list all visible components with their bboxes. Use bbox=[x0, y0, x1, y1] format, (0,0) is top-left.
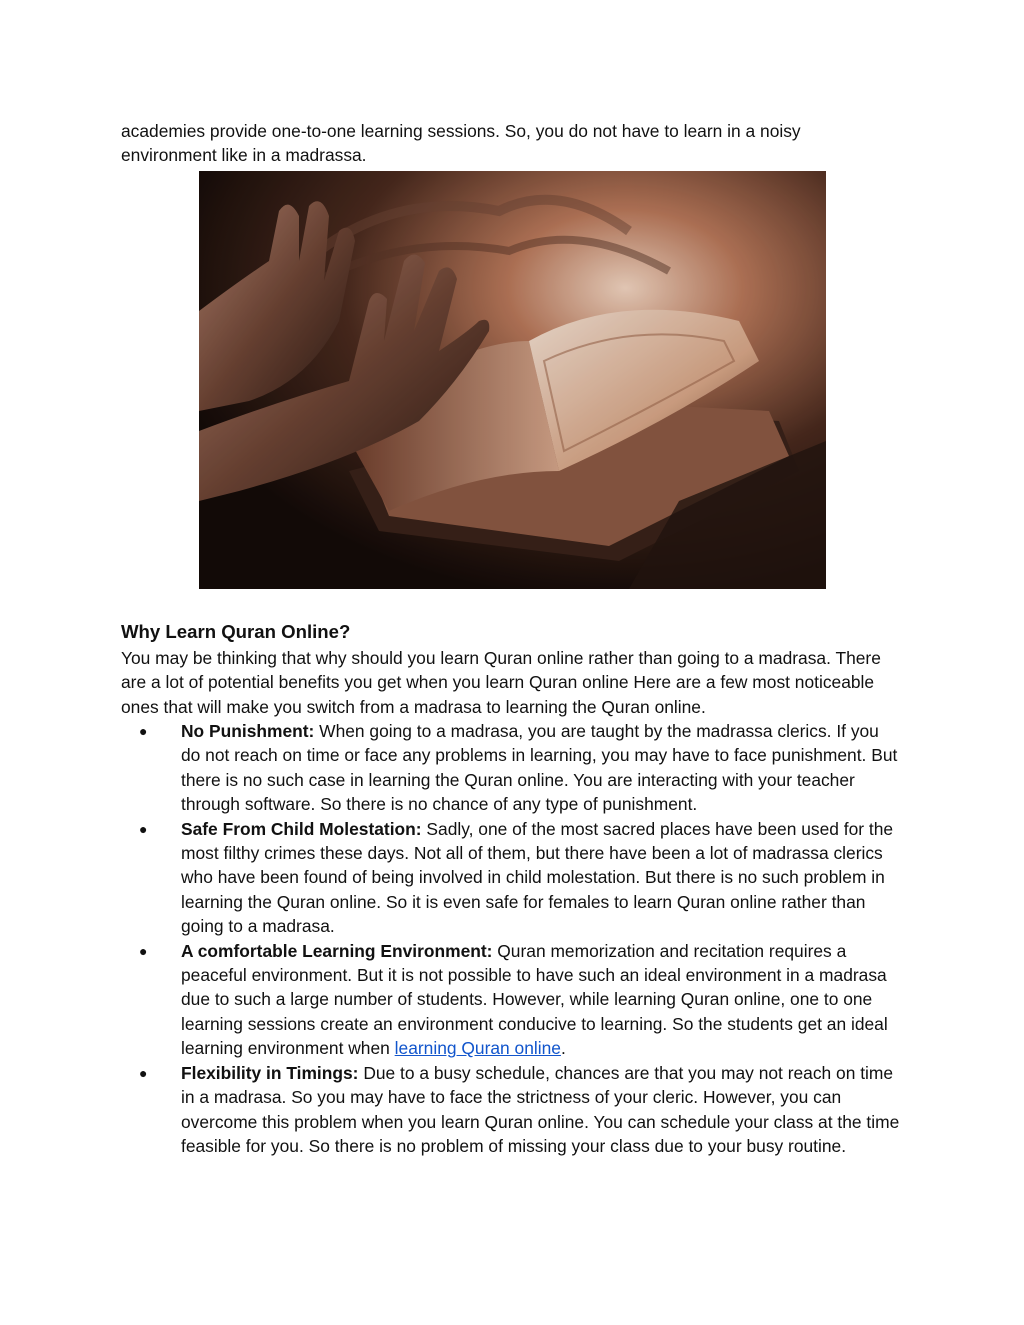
learning-quran-online-link[interactable]: learning Quran online bbox=[394, 1038, 561, 1059]
list-item bbox=[121, 719, 901, 817]
lead-paragraph: You may be thinking that why should you learn Quran online rather than going to a madrasa. There are a lot of potential benefits you get when you learn Quran online Here are a few most noticeable ones that will make you switch from a madrasa to learning the Quran online. bbox=[121, 648, 881, 717]
prayer-quran-photo bbox=[199, 171, 826, 589]
bullet-text-end: . bbox=[560, 1038, 566, 1059]
photo-illustration bbox=[199, 171, 826, 589]
bullet-icon: ● bbox=[139, 942, 148, 959]
bullet-title: Flexibility in Timings: bbox=[181, 1062, 359, 1083]
bullet-icon: ● bbox=[139, 1064, 148, 1081]
benefits-list bbox=[121, 719, 901, 1158]
bullet-icon: ● bbox=[139, 820, 148, 837]
bullet-text: Due to a busy schedule, chances are that you may not reach on time in a madrasa. So you may have to face the strictness of your cleric. However, you can overcome this problem when you learn Quran online. You can schedule your class at the time feasible for you. So there is no problem of missing your class due to your busy routine. bbox=[181, 1062, 900, 1156]
bullet-title: A comfortable Learning Environment: bbox=[181, 940, 493, 961]
intro-paragraph: academies provide one-to-one learning sessions. So, you do not have to learn in a noisy environment like in a madrassa. bbox=[121, 121, 801, 166]
list-item bbox=[121, 1061, 901, 1159]
list-item bbox=[121, 817, 901, 939]
bullet-title: No Punishment: bbox=[181, 721, 315, 741]
bullet-title: Safe From Child Molestation: bbox=[181, 818, 422, 839]
bullet-text: When going to a madrasa, you are taught by the madrassa clerics. If you do not reach on time or face any problems in learning, you may have to face punishment. But there is no such case in learning the Quran online. You are interacting with your teacher through software. So there is no chance of any type of punishment. bbox=[181, 721, 898, 815]
bullet-text: Sadly, one of the most sacred places have been used for the most filthy crimes these days. Not all of them, but there have been a lot of madrassa clerics who have been found of being involved in child molestation. But there is no such problem in learning the Quran online. So it is even safe for females to learn Quran online rather than going to a madrasa. bbox=[181, 818, 894, 937]
list-item bbox=[121, 939, 901, 1061]
bullet-icon: ● bbox=[139, 723, 148, 739]
section-heading: Why Learn Quran Online? bbox=[121, 621, 351, 642]
bullet-text: Quran memorization and recitation requires a peaceful environment. But it is not possible to have such an ideal environment in a madrasa due to such a large number of students. However, while learning Quran online, one to one learning sessions create an environment conducive to learning. So the students get an ideal learning environment when bbox=[181, 940, 888, 1059]
